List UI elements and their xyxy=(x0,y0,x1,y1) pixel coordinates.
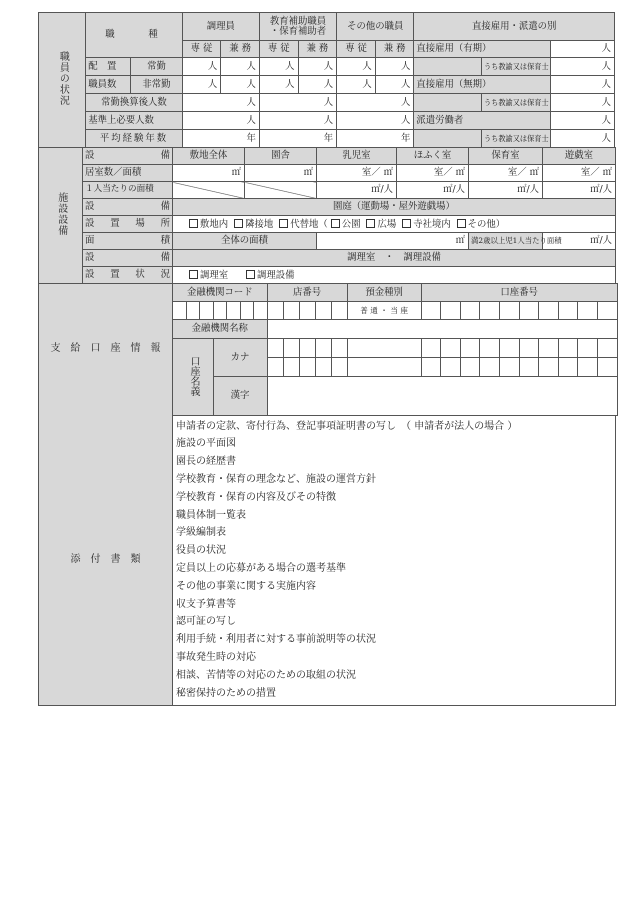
dispatch-teacher-field[interactable]: 人 xyxy=(550,130,614,148)
kana-char[interactable] xyxy=(480,339,500,358)
kana-char[interactable] xyxy=(283,339,299,358)
crawling-rooms-field[interactable]: 室／ ㎡ xyxy=(397,165,469,182)
kana-char[interactable] xyxy=(597,339,617,358)
kana-char[interactable] xyxy=(499,358,519,377)
kana-char[interactable] xyxy=(267,358,283,377)
other-staff-header: その他の職員 xyxy=(337,13,414,41)
kana-char[interactable] xyxy=(331,339,347,358)
kanji-field[interactable] xyxy=(267,377,617,416)
bank-code-digit[interactable] xyxy=(173,302,187,320)
attachment-item: 秘密保持のための措置 xyxy=(176,687,276,699)
holder-label: 口座名義 xyxy=(173,339,214,416)
other-required-field[interactable]: 人 xyxy=(337,112,414,130)
attachment-item: その他の事業に関する実施内容 xyxy=(176,580,316,592)
placement-label: 配 置 xyxy=(86,58,131,76)
direct-unfixed-label: 直接雇用（無期） xyxy=(414,76,550,94)
job-type-header: 職 種 xyxy=(86,13,183,58)
cook-experience-field[interactable]: 年 xyxy=(182,130,259,148)
crawling-room-header: ほふく室 xyxy=(397,148,469,165)
account-digit[interactable] xyxy=(519,302,539,320)
attachments-list xyxy=(173,415,616,705)
regular-label: 常勤 xyxy=(131,58,182,76)
cook-full-nonregular-field[interactable]: 人 xyxy=(182,76,221,94)
dispatch-label: 派遣労働者 xyxy=(414,112,550,130)
kana-char[interactable] xyxy=(519,358,539,377)
edu-part-regular-field[interactable]: 人 xyxy=(298,58,337,76)
checkbox-shrine[interactable]: 寺社境内 xyxy=(402,219,451,230)
garden-header: 園庭（運動場・屋外遊戯場） xyxy=(173,199,616,216)
nonregular-label: 非常勤 xyxy=(131,76,182,94)
edu-required-field[interactable]: 人 xyxy=(259,112,336,130)
area-label: 面 積 xyxy=(83,233,173,250)
kana-char[interactable] xyxy=(315,358,331,377)
cook-part-label: 兼 務 xyxy=(221,41,260,58)
kana-char[interactable] xyxy=(539,339,559,358)
kana-char[interactable] xyxy=(578,339,598,358)
kana-char[interactable] xyxy=(299,339,315,358)
site-header: 敷地全体 xyxy=(173,148,245,165)
kana-char[interactable] xyxy=(347,339,421,358)
nursery-per-person-field[interactable]: ㎡/人 xyxy=(469,182,543,199)
playroom-header: 遊戯室 xyxy=(543,148,616,165)
bank-code-digit[interactable] xyxy=(200,302,214,320)
location-options xyxy=(173,216,616,233)
attachment-item: 学級編制表 xyxy=(176,527,226,539)
attachment-item: 収支予算書等 xyxy=(176,598,236,610)
checkbox-other[interactable]: その他） xyxy=(457,219,506,230)
kana-char[interactable] xyxy=(421,358,441,377)
account-digit[interactable] xyxy=(578,302,598,320)
kana-char[interactable] xyxy=(460,339,480,358)
deposit-type-header: 預金種別 xyxy=(347,284,421,302)
unfixed-teacher-field[interactable]: 人 xyxy=(550,94,614,112)
building-header: 園舎 xyxy=(245,148,317,165)
branch-header: 店番号 xyxy=(267,284,347,302)
bank-name-label: 金融機関名称 xyxy=(173,320,268,339)
per-person-area-label: １人当たりの面積 xyxy=(83,182,173,199)
crawling-per-person-field[interactable]: ㎡/人 xyxy=(397,182,469,199)
building-per-person-disabled xyxy=(245,182,317,199)
cook-part-regular-field[interactable]: 人 xyxy=(221,58,260,76)
attachment-item: 施設の平面図 xyxy=(176,438,236,450)
other-experience-field[interactable]: 年 xyxy=(337,130,414,148)
other-full-regular-field[interactable]: 人 xyxy=(337,58,376,76)
blank-cell xyxy=(414,58,482,76)
direct-fixed-field[interactable]: 人 xyxy=(550,41,614,58)
checkbox-park[interactable]: 公園 xyxy=(331,219,361,230)
branch-digit[interactable] xyxy=(299,302,315,320)
branch-digit[interactable] xyxy=(267,302,283,320)
playroom-per-person-field[interactable]: ㎡/人 xyxy=(543,182,616,199)
account-section-label: 支 給 口 座 情 報 xyxy=(39,284,173,416)
account-digit[interactable] xyxy=(480,302,500,320)
fixed-teacher-field[interactable]: 人 xyxy=(550,58,614,76)
edu-full-label: 専 従 xyxy=(259,41,298,58)
attachment-item: 利用手続・利用者に対する事前説明等の状況 xyxy=(176,634,376,646)
kana-char[interactable] xyxy=(441,339,461,358)
edu-full-regular-field[interactable]: 人 xyxy=(259,58,298,76)
kana-char[interactable] xyxy=(421,339,441,358)
edu-assistant-header: 教育補助職員 ・保育補助者 xyxy=(259,13,336,41)
checkbox-alternative[interactable]: 代替地（ xyxy=(279,219,328,230)
direct-unfixed-field[interactable]: 人 xyxy=(550,76,614,94)
attachment-item: 認可証の写し xyxy=(176,616,236,628)
kana-char[interactable] xyxy=(519,339,539,358)
checkbox-adjacent[interactable]: 隣接地 xyxy=(234,219,273,230)
cook-full-regular-field[interactable]: 人 xyxy=(182,58,221,76)
edu-converted-field[interactable]: 人 xyxy=(259,94,336,112)
rooms-area-label: 居室数／面積 xyxy=(83,165,173,182)
kana-char[interactable] xyxy=(299,358,315,377)
other-full-label: 専 従 xyxy=(337,41,376,58)
status-label: 設 置 状 況 xyxy=(83,267,173,284)
kitchen-header: 調理室 ・ 調理設備 xyxy=(173,250,616,267)
kana-char[interactable] xyxy=(347,358,421,377)
facility-section-label: 施設設備 xyxy=(39,148,83,284)
infant-room-header: 乳児室 xyxy=(317,148,397,165)
other-full-nonregular-field[interactable]: 人 xyxy=(337,76,376,94)
per-child-area-label: 満2歳以上児1人当たり面積 xyxy=(469,233,543,250)
kana-char[interactable] xyxy=(460,358,480,377)
attachment-item: 学校教育・保育の理念など、施設の運営方針 xyxy=(176,474,376,486)
site-area-field[interactable]: ㎡ xyxy=(173,165,245,182)
edu-part-nonregular-field[interactable]: 人 xyxy=(298,76,337,94)
kana-char[interactable] xyxy=(283,358,299,377)
bank-code-header: 金融機関コード xyxy=(173,284,268,302)
kana-label: カナ xyxy=(213,339,267,377)
application-form xyxy=(38,12,615,706)
account-digit[interactable] xyxy=(441,302,461,320)
blank-cell xyxy=(414,130,482,148)
other-part-label: 兼 務 xyxy=(375,41,414,58)
nursery-room-header: 保育室 xyxy=(469,148,543,165)
staff-count-label: 職員数 xyxy=(86,76,131,94)
kana-char[interactable] xyxy=(267,339,283,358)
garden-equipment-label: 設 備 xyxy=(83,199,173,216)
bank-code-digit[interactable] xyxy=(186,302,200,320)
attachments-table xyxy=(38,415,616,706)
playroom-rooms-field[interactable]: 室／ ㎡ xyxy=(543,165,616,182)
edu-part-label: 兼 務 xyxy=(298,41,337,58)
account-digit[interactable] xyxy=(421,302,441,320)
bank-code-digit[interactable] xyxy=(254,302,268,320)
equipment-label: 設 備 xyxy=(83,148,173,165)
required-count-label: 基準上必要人数 xyxy=(86,112,183,130)
kana-char[interactable] xyxy=(597,358,617,377)
kana-char[interactable] xyxy=(558,358,578,377)
blank-cell xyxy=(414,94,482,112)
kana-char[interactable] xyxy=(331,358,347,377)
building-area-field[interactable]: ㎡ xyxy=(245,165,317,182)
kana-char[interactable] xyxy=(578,358,598,377)
dispatch-field[interactable]: 人 xyxy=(550,112,614,130)
account-table xyxy=(38,283,618,416)
checkbox-plaza[interactable]: 広場 xyxy=(366,219,396,230)
edu-full-nonregular-field[interactable]: 人 xyxy=(259,76,298,94)
edu-experience-field[interactable]: 年 xyxy=(259,130,336,148)
account-digit[interactable] xyxy=(460,302,480,320)
attachment-item: 定員以上の応募がある場合の選考基準 xyxy=(176,563,346,575)
branch-digit[interactable] xyxy=(315,302,331,320)
infant-rooms-field[interactable]: 室／ ㎡ xyxy=(317,165,397,182)
checkbox-on-site[interactable]: 敷地内 xyxy=(189,219,228,230)
staff-table xyxy=(38,12,615,148)
account-digit[interactable] xyxy=(499,302,519,320)
unfixed-teacher-label: うち教諭又は保育士 xyxy=(481,94,550,112)
cook-part-nonregular-field[interactable]: 人 xyxy=(221,76,260,94)
bank-code-digit[interactable] xyxy=(213,302,227,320)
infant-per-person-field[interactable]: ㎡/人 xyxy=(317,182,397,199)
branch-digit[interactable] xyxy=(331,302,347,320)
fixed-teacher-label: うち教諭又は保育士 xyxy=(481,58,550,76)
account-digit[interactable] xyxy=(558,302,578,320)
checkbox-kitchen[interactable]: 調理室 xyxy=(189,270,228,281)
attachment-item: 役員の状況 xyxy=(176,545,226,557)
kana-char[interactable] xyxy=(499,339,519,358)
other-part-nonregular-field[interactable]: 人 xyxy=(375,76,414,94)
kanji-label: 漢字 xyxy=(213,377,267,416)
converted-count-label: 常勤換算後人数 xyxy=(86,94,183,112)
checkbox-kitchen-equipment[interactable]: 調理設備 xyxy=(246,270,295,281)
account-number-header: 口座番号 xyxy=(421,284,617,302)
attachment-item: 職員体制一覧表 xyxy=(176,509,246,521)
total-area-label: 全体の面積 xyxy=(173,233,317,250)
branch-digit[interactable] xyxy=(283,302,299,320)
experience-label: 平均経験年数 xyxy=(86,130,183,148)
total-area-field[interactable]: ㎡ xyxy=(317,233,469,250)
account-digit[interactable] xyxy=(597,302,617,320)
cook-converted-field[interactable]: 人 xyxy=(182,94,259,112)
facility-table xyxy=(38,147,616,284)
cook-required-field[interactable]: 人 xyxy=(182,112,259,130)
attachment-item: 申請者の定款、寄付行為、登記事項証明書の写し （ 申請者が法人の場合 ） xyxy=(176,420,518,432)
attachment-item: 園長の経歴書 xyxy=(176,456,236,468)
deposit-type-field[interactable]: 普 通 ・ 当 座 xyxy=(347,302,421,320)
kana-char[interactable] xyxy=(480,358,500,377)
kana-char[interactable] xyxy=(441,358,461,377)
other-part-regular-field[interactable]: 人 xyxy=(375,58,414,76)
attachment-item: 事故発生時の対応 xyxy=(176,652,256,663)
attachment-item: 相談、苦情等の対応のための取組の状況 xyxy=(176,669,356,681)
bank-name-field[interactable] xyxy=(267,320,617,339)
bank-code-digit[interactable] xyxy=(240,302,254,320)
kana-char[interactable] xyxy=(539,358,559,377)
staff-section-label: 職員の状況 xyxy=(39,13,86,148)
status-options xyxy=(173,267,616,284)
kitchen-equipment-label: 設 備 xyxy=(83,250,173,267)
other-converted-field[interactable]: 人 xyxy=(337,94,414,112)
attachments-section-label: 添 付 書 類 xyxy=(39,415,173,705)
nursery-rooms-field[interactable]: 室／ ㎡ xyxy=(469,165,543,182)
kana-char[interactable] xyxy=(558,339,578,358)
per-child-area-field[interactable]: ㎡/人 xyxy=(543,233,616,250)
direct-fixed-label: 直接雇用（有期） xyxy=(414,41,550,58)
location-label: 設 置 場 所 xyxy=(83,216,173,233)
direct-dispatch-header: 直接雇用・派遣の別 xyxy=(414,13,615,41)
account-digit[interactable] xyxy=(539,302,559,320)
attachment-item: 学校教育・保育の内容及びその特徴 xyxy=(176,491,336,503)
site-per-person-disabled xyxy=(173,182,245,199)
bank-code-digit[interactable] xyxy=(227,302,241,320)
cook-full-label: 専 従 xyxy=(182,41,221,58)
dispatch-teacher-label: うち教諭又は保育士 xyxy=(481,130,550,148)
kana-char[interactable] xyxy=(315,339,331,358)
cook-header: 調理員 xyxy=(182,13,259,41)
